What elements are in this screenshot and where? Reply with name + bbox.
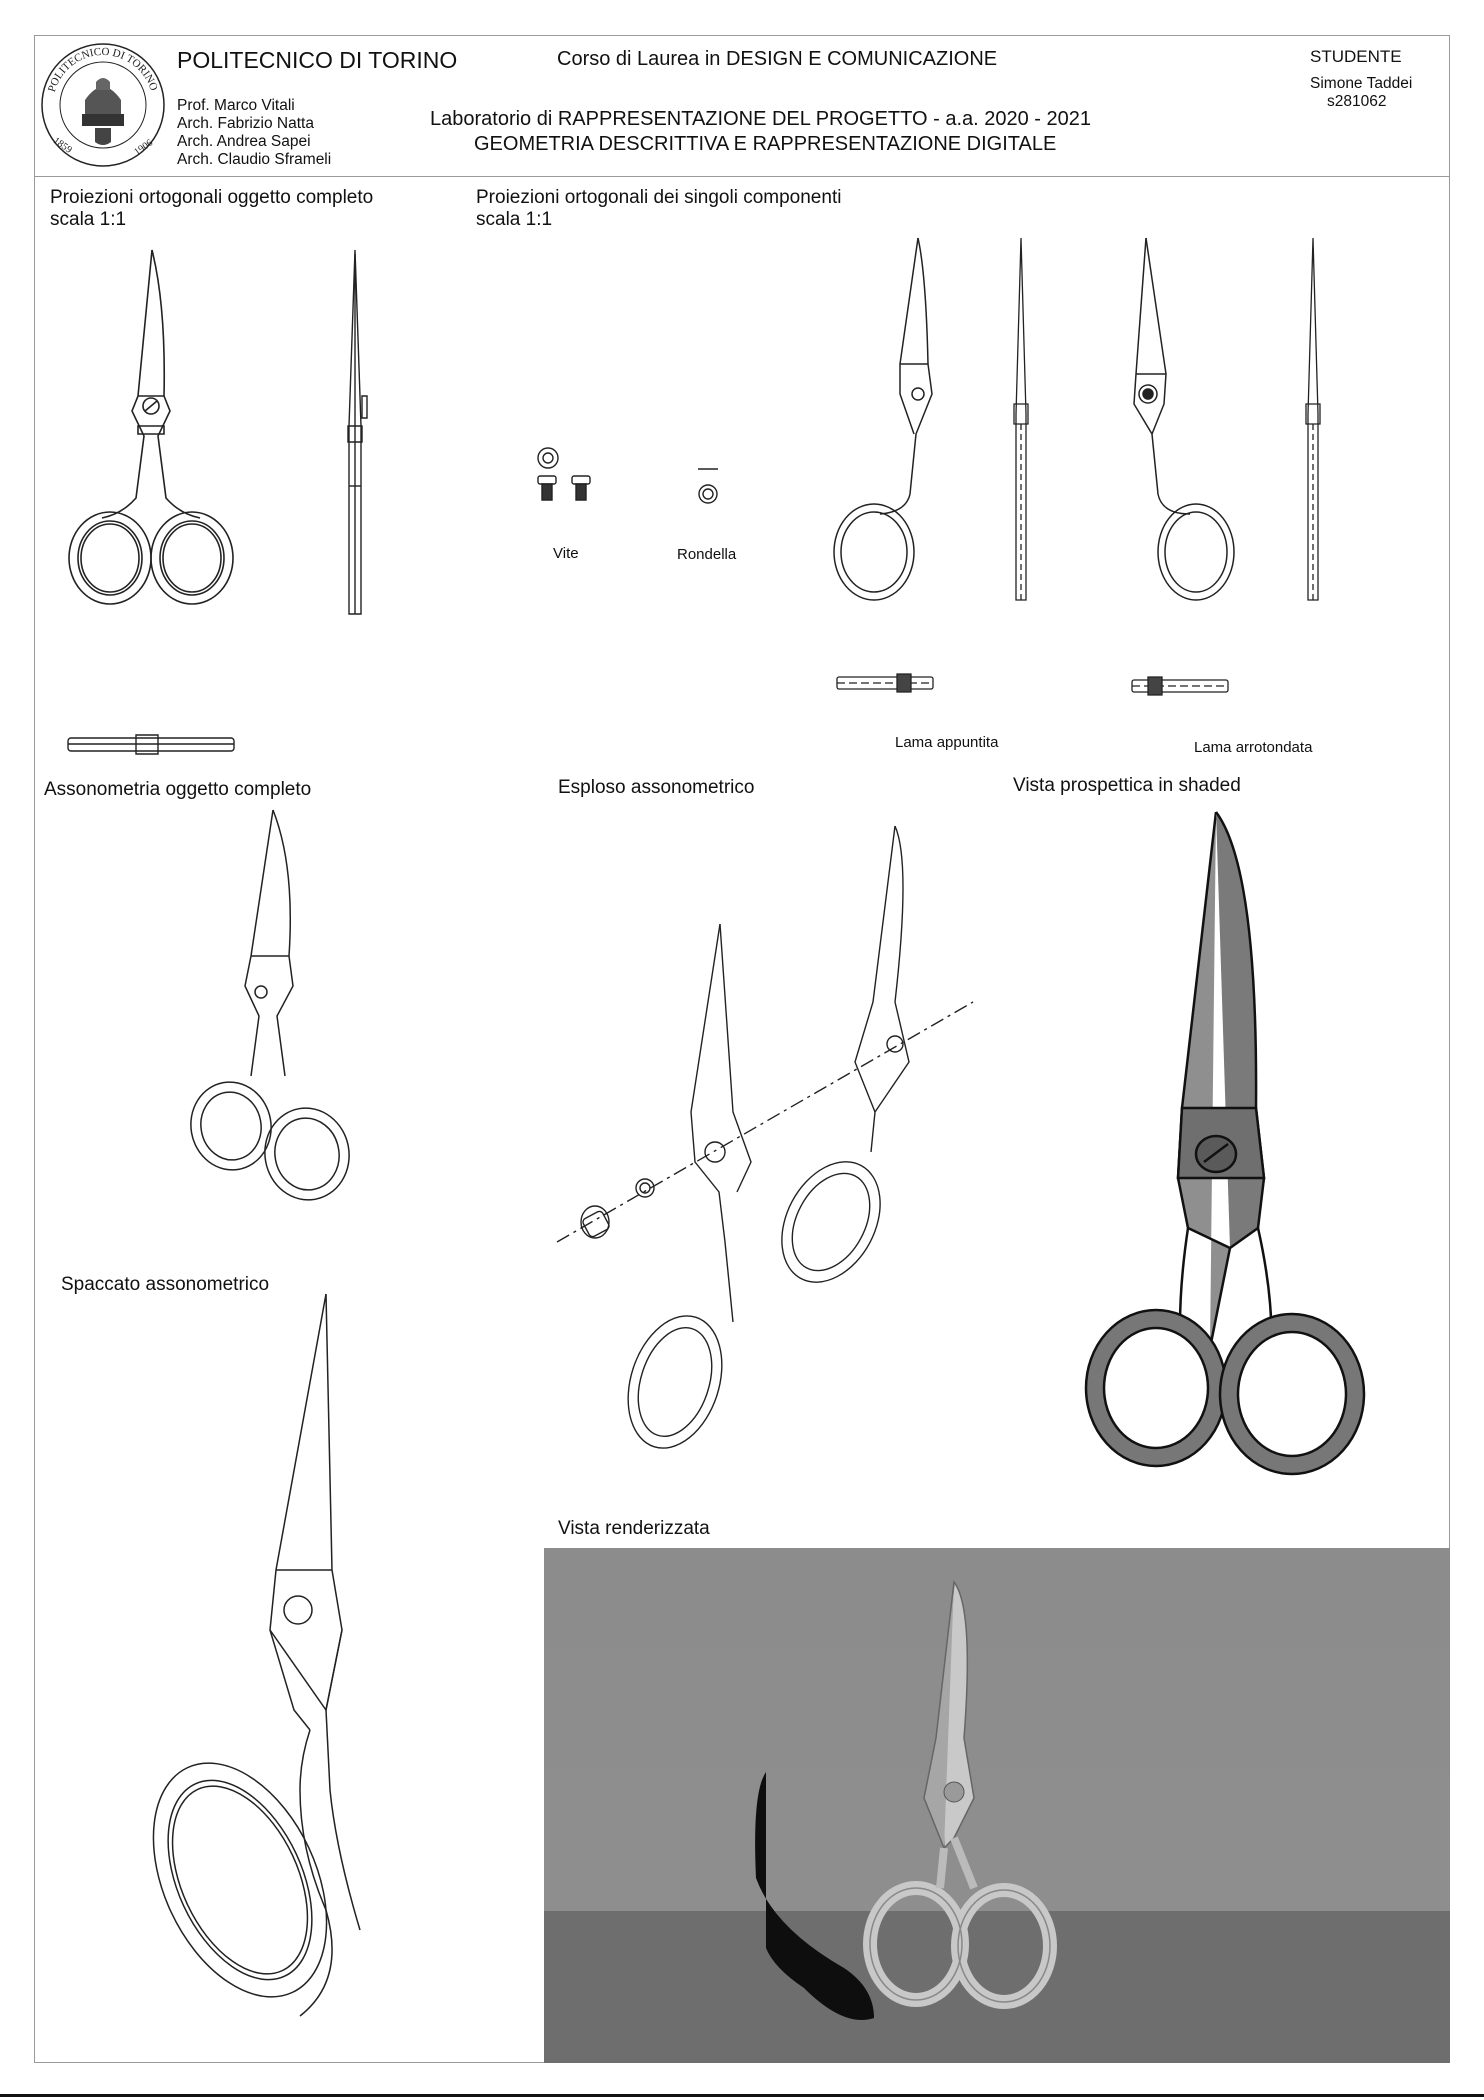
exploded-title: Esploso assonometrico [558,777,755,798]
lab-subtitle: GEOMETRIA DESCRITTIVA E RAPPRESENTAZIONE DIGITALE [474,133,1057,155]
student-heading: STUDENTE [1310,47,1402,66]
scissors-shaded-view [1080,808,1380,1508]
screw-label: Vite [553,545,579,562]
page-bottom-rule [0,2094,1484,2097]
student-id: s281062 [1327,93,1387,110]
scissors-section-view [150,1290,410,2032]
header-divider [34,176,1450,177]
rounded-blade-side [1300,234,1326,604]
professor-list [177,97,331,169]
render-view [544,1548,1450,2063]
rounded-blade-top [1126,675,1230,697]
professor-name: Prof. Marco Vitali [177,97,295,114]
rounded-blade-front [1134,234,1234,606]
politecnico-seal-icon [40,42,166,168]
lab-title: Laboratorio di RAPPRESENTAZIONE DEL PROGETTO - a.a. 2020 - 2021 [430,108,1092,130]
axonometry-title: Assonometria oggetto completo [44,779,312,800]
pointed-blade-top [835,672,939,694]
student-name: Simone Taddei [1310,75,1413,92]
professor-name: Arch. Fabrizio Natta [177,115,314,132]
ortho-complete-scale: scala 1:1 [50,209,127,230]
render-title: Vista renderizzata [558,1518,710,1539]
scissors-side-view [340,246,370,618]
screw-drawing [532,444,602,508]
rounded-blade-label: Lama arrotondata [1194,739,1313,756]
seal-year-right: 1906 [132,137,155,158]
pointed-blade-front [830,234,970,606]
scissors-front-view [62,246,242,618]
seal-ring-text: POLITECNICO DI TORINO [45,45,160,94]
seal-year-left: 1859 [51,135,74,156]
section-title: Spaccato assonometrico [61,1274,270,1295]
professor-name: Arch. Andrea Sapei [177,133,311,150]
course-title: Corso di Laurea in DESIGN E COMUNICAZIONE [557,48,998,70]
shaded-title: Vista prospettica in shaded [1013,775,1241,796]
scissors-axonometry [185,806,355,1220]
washer-drawing [690,466,726,506]
scissors-exploded-view [555,822,975,1472]
pointed-blade-label: Lama appuntita [895,734,999,751]
pointed-blade-side [1008,234,1034,604]
ortho-components-title: Proiezioni ortogonali dei singoli componenti [476,187,842,208]
washer-label: Rondella [677,546,737,563]
professor-name: Arch. Claudio Sframeli [177,151,332,168]
scissors-top-view [66,733,236,757]
ortho-components-scale: scala 1:1 [476,209,553,230]
rendered-scissors [544,1548,1450,2063]
ortho-complete-title: Proiezioni ortogonali oggetto completo [50,187,374,208]
institution-name: POLITECNICO DI TORINO [177,47,458,73]
